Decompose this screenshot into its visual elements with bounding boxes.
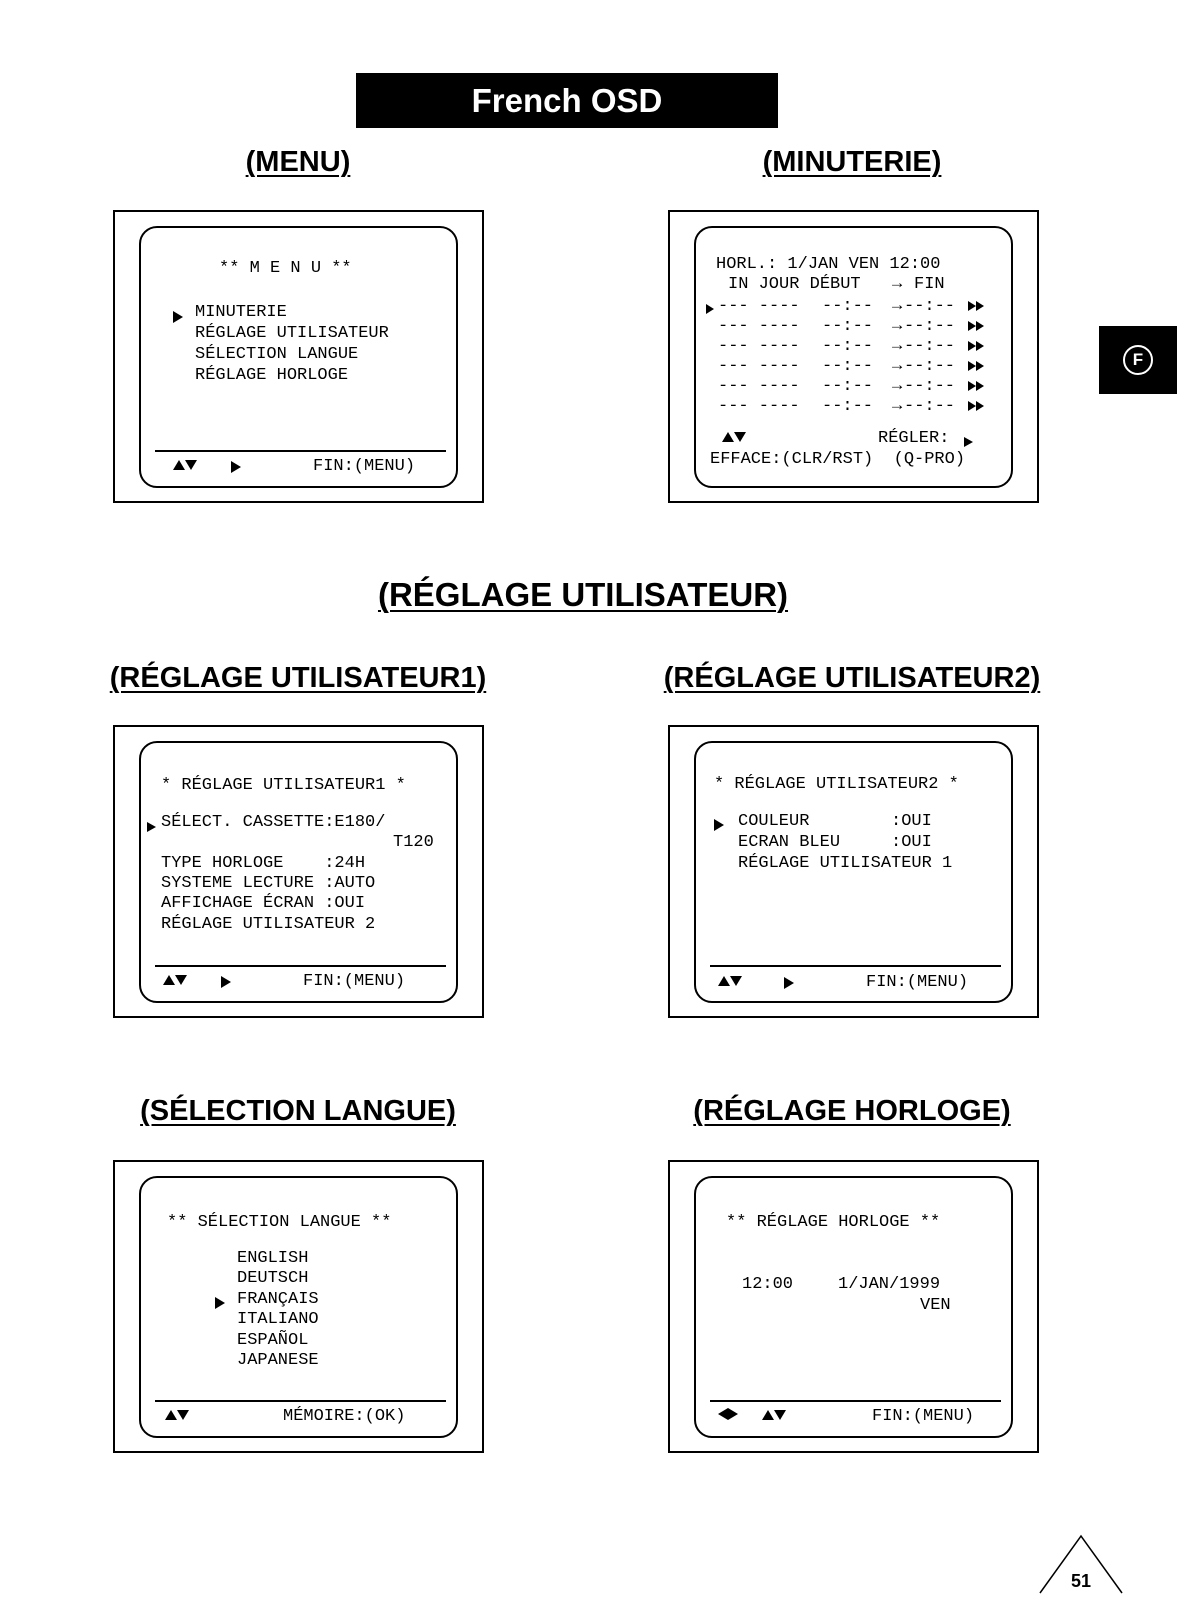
langue-footer-memory: MÉMOIRE:(OK) (283, 1407, 406, 1426)
right-arrow-icon (784, 974, 794, 992)
timer-footer-set: RÉGLER: (878, 429, 950, 448)
langue-footer-divider (155, 1400, 446, 1402)
user2-color: COULEUR :OUI (738, 812, 932, 831)
user2-footer-divider (710, 965, 1001, 967)
timer-row-start: --:-- (822, 397, 874, 416)
horloge-title: ** RÉGLAGE HORLOGE ** (726, 1213, 941, 1232)
up-down-arrows-icon (165, 1410, 189, 1420)
right-arrow-icon (964, 433, 973, 451)
timer-row-start: --:-- (822, 317, 874, 336)
heading-minuterie: (MINUTERIE) (762, 146, 942, 178)
menu-item-minuterie: MINUTERIE (195, 303, 287, 322)
language-tab-label: F (1123, 345, 1153, 375)
timer-header: IN JOUR DÉBUT (728, 275, 861, 294)
user2-screen (694, 741, 1013, 1003)
timer-row-end: --:-- (904, 317, 956, 336)
menu-item-reglage-horloge: RÉGLAGE HORLOGE (195, 366, 349, 385)
user2-panel (668, 725, 1039, 1018)
timer-header-arrow-icon: → (892, 275, 903, 294)
langue-title: ** SÉLECTION LANGUE ** (167, 1213, 392, 1232)
timer-row-day: --- ---- (718, 297, 800, 316)
timer-row-day: --- ---- (718, 357, 800, 376)
menu-item-selection-langue: SÉLECTION LANGUE (195, 345, 359, 364)
langue-screen (139, 1176, 458, 1438)
timer-clock-line: HORL.: 1/JAN VEN 12:00 (716, 255, 941, 274)
timer-row-arrow-icon: → (892, 357, 903, 376)
language-option: FRANÇAIS (237, 1289, 319, 1309)
timer-row-arrow-icon: → (892, 377, 903, 396)
user1-footer-divider (155, 965, 446, 967)
menu-title: ** M E N U ** (219, 259, 352, 278)
user1-panel (113, 725, 484, 1018)
timer-row-day: --- ---- (718, 377, 800, 396)
timer-row-end: --:-- (904, 337, 956, 356)
timer-row-start: --:-- (822, 377, 874, 396)
language-option: JAPANESE (237, 1351, 319, 1370)
timer-row-arrow-icon: → (892, 297, 903, 316)
page-number-badge (1038, 1534, 1124, 1594)
user2-cursor-icon (714, 816, 724, 834)
right-arrow-icon (221, 973, 231, 991)
user1-footer-exit: FIN:(MENU) (303, 972, 406, 991)
timer-row-arrow-icon: → (892, 397, 903, 416)
user1-goto-user2: RÉGLAGE UTILISATEUR 2 (161, 915, 376, 934)
horloge-screen (694, 1176, 1013, 1438)
user1-screen-display: AFFICHAGE ÉCRAN :OUI (161, 894, 366, 913)
timer-header-end: FIN (914, 275, 945, 294)
left-right-arrows-icon (718, 1408, 738, 1420)
page-number: 51 (1070, 1571, 1092, 1591)
user1-screen (139, 741, 458, 1003)
user2-title: * RÉGLAGE UTILISATEUR2 * (714, 775, 959, 794)
user1-cursor-icon (147, 818, 156, 836)
up-down-arrows-icon (762, 1410, 786, 1420)
heading-selection-langue: (SÉLECTION LANGUE) (140, 1095, 456, 1127)
language-option: ENGLISH (237, 1249, 309, 1268)
timer-footer-clear: EFFACE:(CLR/RST) (Q-PRO) (710, 450, 966, 469)
horloge-footer-exit: FIN:(MENU) (872, 1407, 975, 1426)
timer-row-start: --:-- (822, 297, 874, 316)
horloge-date: 1/JAN/1999 (838, 1275, 941, 1294)
side-language-tab (1099, 326, 1177, 394)
language-option: ITALIANO (237, 1310, 319, 1330)
heading-reglage-utilisateur: (RÉGLAGE UTILISATEUR) (377, 576, 789, 613)
user1-playback-system: SYSTEME LECTURE :AUTO (161, 874, 376, 893)
fast-forward-icon (968, 321, 984, 331)
user2-footer-exit: FIN:(MENU) (866, 973, 969, 992)
user1-cassette: SÉLECT. CASSETTE:E180/ (161, 813, 386, 832)
menu-cursor-icon (173, 308, 183, 326)
timer-cursor-icon (706, 300, 714, 318)
page-banner: French OSD (356, 73, 778, 128)
heading-menu: (MENU) (245, 146, 351, 178)
timer-row-day: --- ---- (718, 317, 800, 336)
language-cursor-icon (215, 1294, 225, 1312)
horloge-weekday: VEN (920, 1296, 951, 1315)
user1-clock-type: TYPE HORLOGE :24H (161, 854, 366, 873)
user1-title: * RÉGLAGE UTILISATEUR1 * (161, 776, 406, 795)
language-option: DEUTSCH (237, 1269, 309, 1289)
horloge-panel (668, 1160, 1039, 1453)
user2-goto-user1: RÉGLAGE UTILISATEUR 1 (738, 854, 953, 873)
menu-panel (113, 210, 484, 503)
up-down-arrows-icon (163, 975, 187, 985)
user2-blue-screen: ECRAN BLEU :OUI (738, 833, 932, 852)
timer-row-day: --- ---- (718, 337, 800, 356)
menu-screen (139, 226, 458, 488)
language-option: ESPAÑOL (237, 1330, 309, 1350)
menu-footer-divider (155, 450, 446, 452)
up-down-arrows-icon (173, 460, 197, 470)
timer-row-end: --:-- (904, 397, 956, 416)
timer-row-start: --:-- (822, 357, 874, 376)
fast-forward-icon (968, 341, 984, 351)
up-down-arrows-icon (722, 432, 746, 442)
horloge-time: 12:00 (742, 1275, 794, 1294)
right-arrow-icon (231, 458, 241, 476)
menu-footer-exit: FIN:(MENU) (313, 457, 416, 476)
timer-row-arrow-icon: → (892, 317, 903, 336)
timer-row-day: --- ---- (718, 397, 800, 416)
fast-forward-icon (968, 301, 984, 311)
langue-panel (113, 1160, 484, 1453)
heading-reglage-utilisateur2: (RÉGLAGE UTILISATEUR2) (663, 662, 1041, 694)
user1-cassette-b: T120 (393, 833, 434, 852)
heading-reglage-utilisateur1: (RÉGLAGE UTILISATEUR1) (109, 662, 487, 694)
minuterie-screen (694, 226, 1013, 488)
heading-reglage-horloge: (RÉGLAGE HORLOGE) (693, 1095, 1011, 1127)
minuterie-panel (668, 210, 1039, 503)
timer-row-end: --:-- (904, 357, 956, 376)
fast-forward-icon (968, 401, 984, 411)
fast-forward-icon (968, 381, 984, 391)
menu-item-reglage-utilisateur: RÉGLAGE UTILISATEUR (195, 324, 389, 343)
horloge-footer-divider (710, 1400, 1001, 1402)
timer-row-end: --:-- (904, 297, 956, 316)
up-down-arrows-icon (718, 976, 742, 986)
fast-forward-icon (968, 361, 984, 371)
timer-row-start: --:-- (822, 337, 874, 356)
timer-row-arrow-icon: → (892, 337, 903, 356)
timer-row-end: --:-- (904, 377, 956, 396)
